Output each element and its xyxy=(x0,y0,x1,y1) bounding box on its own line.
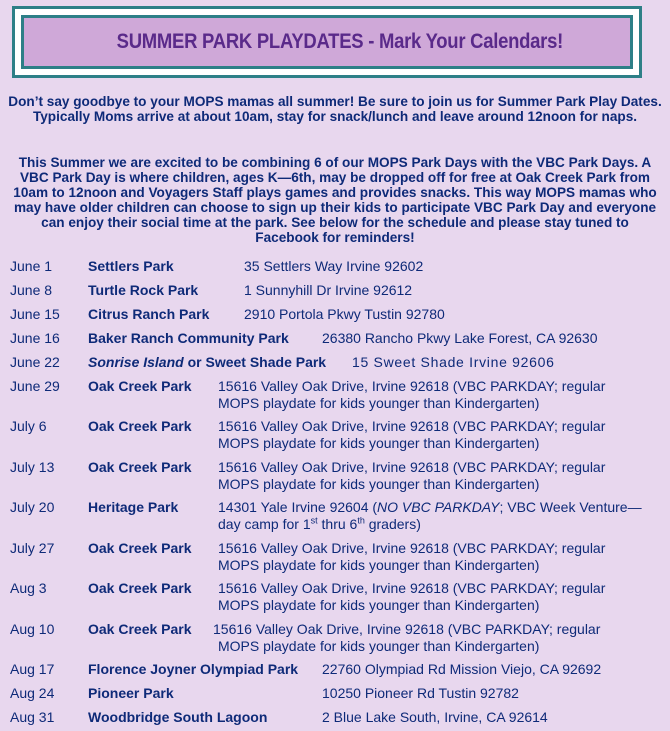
schedule-address-note: MOPS playdate for kids younger than Kindergarten) xyxy=(218,394,540,411)
schedule-address-note: MOPS playdate for kids younger than Kindergarten) xyxy=(218,434,540,451)
note-part-a: day camp for 1 xyxy=(218,515,311,532)
schedule-address: 2 Blue Lake South, Irvine, CA 92614 xyxy=(322,709,548,725)
schedule-address-note: MOPS playdate for kids younger than Kindergarten) xyxy=(218,637,540,654)
schedule-address: 15616 Valley Oak Drive, Irvine 92618 (VBC PARKDAY; regular xyxy=(218,580,606,596)
schedule-date: June 16 xyxy=(10,330,60,346)
note-sup-2: th xyxy=(357,514,365,525)
schedule-date: Aug 17 xyxy=(10,661,55,677)
note-sup-1: st xyxy=(310,514,318,525)
schedule-park: Oak Creek Park xyxy=(88,459,192,475)
schedule-address-note: MOPS playdate for kids younger than Kindergarten) xyxy=(218,596,540,613)
schedule-address: 15616 Valley Oak Drive, Irvine 92618 (VBC PARKDAY; regular xyxy=(213,621,601,637)
schedule-park: Florence Joyner Olympiad Park xyxy=(88,661,299,677)
schedule-park: Oak Creek Park xyxy=(88,418,192,434)
intro-paragraph-1: Don’t say goodbye to your MOPS mamas all summer! Be sure to join us for Summer Park Play Dates. Typically Moms arrive at about 10am, stay for snack/lunch and leave around 12noon for naps. xyxy=(8,94,662,124)
schedule-park: Oak Creek Park xyxy=(88,580,192,596)
schedule-address: 15616 Valley Oak Drive, Irvine 92618 (VBC PARKDAY; regular xyxy=(218,459,606,475)
schedule-park-alt: Sonrise Island xyxy=(88,354,184,370)
schedule-park-name: Sweet Shade Park xyxy=(205,354,327,370)
schedule-park: Pioneer Park xyxy=(88,685,174,701)
schedule-date: July 27 xyxy=(10,540,55,556)
schedule-park: Woodbridge South Lagoon xyxy=(88,709,268,725)
schedule-address: 2910 Portola Pkwy Tustin 92780 xyxy=(244,306,445,322)
schedule-address: 15 Sweet Shade Irvine 92606 xyxy=(352,354,555,370)
page-title: SUMMER PARK PLAYDATES - Mark Your Calendars! xyxy=(117,30,564,53)
schedule-address: 22760 Olympiad Rd Mission Viejo, CA 92692 xyxy=(322,661,602,677)
schedule-address: 15616 Valley Oak Drive, Irvine 92618 (VBC PARKDAY; regular xyxy=(218,418,606,434)
schedule-date: July 6 xyxy=(10,418,47,434)
note-part-b: thru 6 xyxy=(317,515,358,532)
schedule-date: June 8 xyxy=(10,282,53,298)
schedule-park: Settlers Park xyxy=(88,258,174,274)
schedule-address-italic: NO VBC PARKDAY xyxy=(377,499,500,515)
schedule-date: Aug 24 xyxy=(10,685,55,701)
schedule-park: Citrus Ranch Park xyxy=(88,306,210,322)
schedule-address: 35 Settlers Way Irvine 92602 xyxy=(244,258,424,274)
schedule-park xyxy=(88,354,326,371)
schedule-date: July 20 xyxy=(10,499,55,515)
schedule-address-text-b: ; VBC Week Venture— xyxy=(499,499,642,515)
schedule-address-note xyxy=(218,516,421,533)
schedule-address-note: MOPS playdate for kids younger than Kindergarten) xyxy=(218,475,540,492)
schedule-park: Oak Creek Park xyxy=(88,621,192,637)
intro-paragraph-2: This Summer we are excited to be combining 6 of our MOPS Park Days with the VBC Park Days. A VBC Park Day is where children, ages K—6th, may be dropped off for free at Oak Creek Park from 10am to 12noon and Voyagers Staff plays games and provides snacks. This way MOPS mamas who may have older children can choose to sign up their kids to participate VBC Park Day and everyone can enjoy their social time at the park. See below for the schedule and please stay tuned to Facebook for reminders! xyxy=(13,155,657,245)
schedule-date: June 22 xyxy=(10,354,60,370)
schedule-park: Turtle Rock Park xyxy=(88,282,199,298)
schedule-park: Oak Creek Park xyxy=(88,378,192,394)
schedule-date: June 29 xyxy=(10,378,60,394)
schedule-date: Aug 3 xyxy=(10,580,47,596)
schedule-address xyxy=(218,499,642,516)
schedule-address: 10250 Pioneer Rd Tustin 92782 xyxy=(322,685,519,701)
schedule-date: Aug 31 xyxy=(10,709,55,725)
schedule-address: 15616 Valley Oak Drive, Irvine 92618 (VBC PARKDAY; regular xyxy=(218,540,606,556)
schedule-date: Aug 10 xyxy=(10,621,55,637)
schedule-park: Baker Ranch Community Park xyxy=(88,330,289,346)
schedule-date: June 15 xyxy=(10,306,60,322)
schedule-park: Oak Creek Park xyxy=(88,540,192,556)
schedule-address: 1 Sunnyhill Dr Irvine 92612 xyxy=(244,282,413,298)
schedule-park-or: or xyxy=(183,354,206,370)
schedule-address: 26380 Rancho Pkwy Lake Forest, CA 92630 xyxy=(322,330,598,346)
schedule-address: 15616 Valley Oak Drive, Irvine 92618 (VBC PARKDAY; regular xyxy=(218,378,606,394)
schedule-park: Heritage Park xyxy=(88,499,179,515)
schedule-date: June 1 xyxy=(10,258,53,274)
schedule-address-text: 14301 Yale Irvine 92604 ( xyxy=(218,499,378,515)
schedule-address-note: MOPS playdate for kids younger than Kindergarten) xyxy=(218,556,540,573)
schedule-date: July 13 xyxy=(10,459,55,475)
note-part-c: graders) xyxy=(364,515,421,532)
